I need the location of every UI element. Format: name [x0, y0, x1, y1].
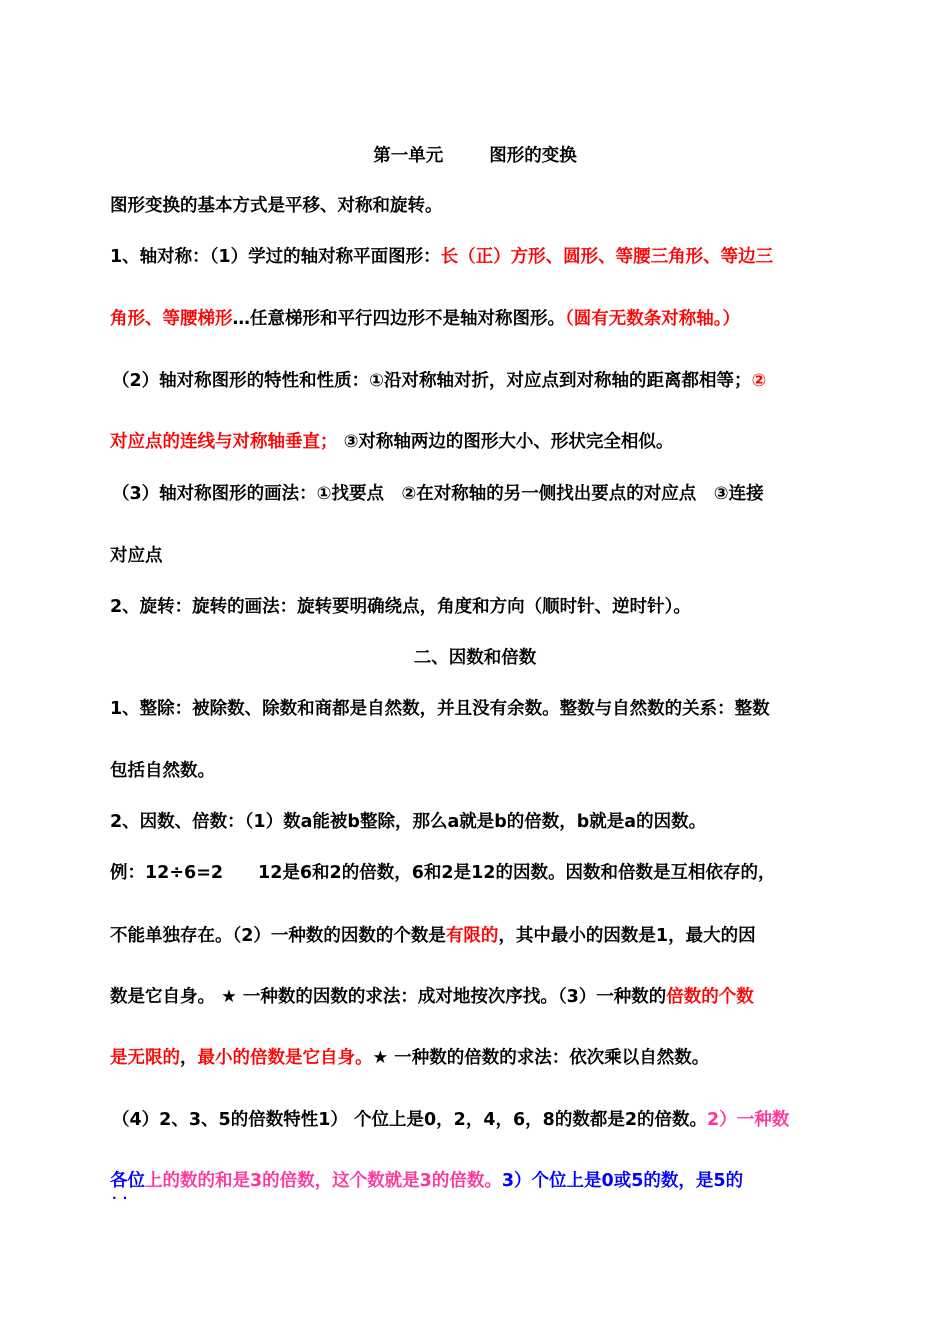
paragraph: 不能单独存在。（2）一种数的因数的个数是有限的，其中最小的因数是1，最大的因 — [110, 926, 756, 946]
highlight-text: ② — [751, 371, 767, 391]
highlight-text: 长（正）方形、圆形、等腰三角形、等边三 — [440, 247, 774, 267]
paragraph: 对应点 — [110, 546, 163, 566]
highlight-text: 倍数的个数 — [666, 987, 754, 1007]
unit-number: 第一单元 — [373, 146, 444, 166]
highlight-text: 2）一种数 — [707, 1110, 790, 1130]
highlight-text: 对应点的连线与对称轴垂直； — [110, 432, 338, 452]
paragraph: 2、旋转：旋转的画法：旋转要明确绕点，角度和方向（顺时针、逆时针）。 — [110, 597, 691, 617]
paragraph: 2、因数、倍数：（1）数a能被b整除，那么a就是b的倍数，b就是a的因数。 — [110, 812, 707, 832]
paragraph — [110, 1169, 850, 1193]
highlight-text: 有限的 — [445, 926, 499, 946]
section-heading: 二、因数和倍数 — [413, 648, 537, 668]
highlight-text: 最小的倍数是它自身。 — [197, 1048, 373, 1068]
highlight-text: 3）个位上是0或5的数，是5的 — [501, 1171, 744, 1191]
unit-title — [0, 144, 950, 168]
highlight-text: 角形、等腰梯形 — [110, 309, 233, 329]
paragraph: 对应点的连线与对称轴垂直； ③对称轴两边的图形大小、形状完全相似。 — [110, 432, 674, 452]
paragraph: 例：12÷6=2 12是6和2的倍数，6和2是12的因数。因数和倍数是互相依存的， — [110, 863, 776, 883]
highlight-text: （圆有无数条对称轴。） — [565, 309, 740, 329]
highlight-text: 上的数的和是3的倍数，这个数就是3的倍数。 — [145, 1171, 502, 1191]
paragraph: 1、整除：被除数、除数和商都是自然数，并且没有余数。整数与自然数的关系：整数 — [110, 699, 770, 719]
paragraph: （2）轴对称图形的特性和性质：①沿对称轴对折，对应点到对称轴的距离都相等；② — [112, 371, 767, 391]
paragraph: 图形变换的基本方式是平移、对称和旋转。 — [110, 196, 443, 216]
paragraph: 角形、等腰梯形…任意梯形和平行四边形不是轴对称图形。（圆有无数条对称轴。） — [110, 309, 740, 329]
paragraph: （3）轴对称图形的画法：①找要点 ②在对称轴的另一侧找出要点的对应点 ③连接 — [112, 484, 764, 504]
paragraph: （4）2、3、5的倍数特性1） 个位上是0，2，4，6，8的数都是2的倍数。2）一种数 — [112, 1110, 790, 1130]
paragraph: 包括自然数。 — [110, 761, 215, 781]
paragraph: 是无限的，最小的倍数是它自身。★ 一种数的倍数的求法：依次乘以自然数。 — [110, 1048, 710, 1068]
unit-name: 图形的变换 — [489, 146, 577, 166]
paragraph: 数是它自身。 ★ 一种数的因数的求法：成对地按次序找。（3）一种数的倍数的个数 — [110, 987, 754, 1007]
emphasis-text: 各位 · · — [110, 1171, 145, 1191]
paragraph: 1、轴对称：（1）学过的轴对称平面图形：长（正）方形、圆形、等腰三角形、等边三 — [110, 247, 774, 267]
highlight-text: 是无限的 — [110, 1048, 180, 1068]
